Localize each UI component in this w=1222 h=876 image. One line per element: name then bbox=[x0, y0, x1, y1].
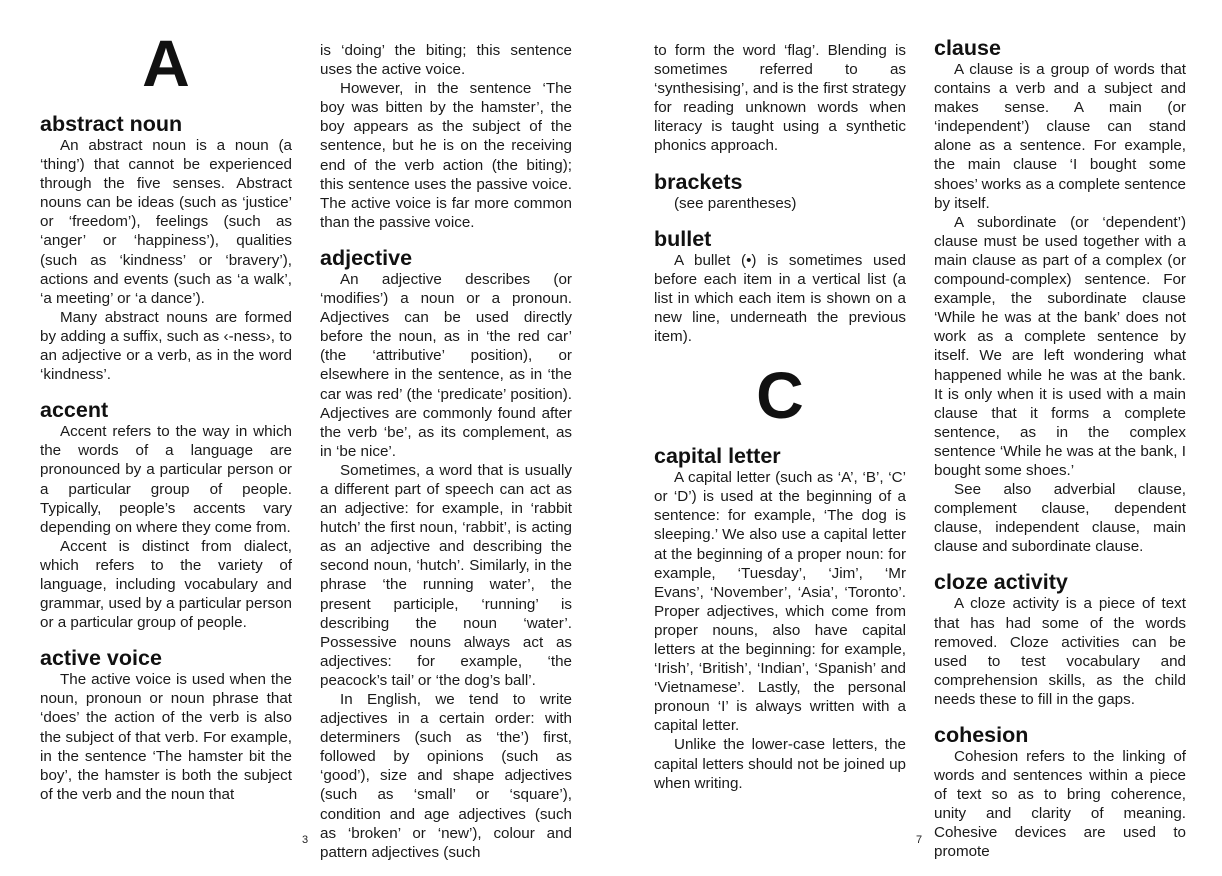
definition-paragraph: Accent is distinct from dialect, which refers to the variety of language, including vocabulary and grammar, used by a particular person or a particular group of people. bbox=[40, 537, 292, 632]
definition-paragraph: A bullet (•) is sometimes used before each item in a vertical list (a list in which each item is shown on a new line, underneath the previous item). bbox=[654, 251, 906, 346]
definition-paragraph: An adjective describes (or ‘modifies’) a noun or a pronoun. Adjectives can be used directly before the noun, as in ‘the red car’ (the ‘attributive’ position), or elsewhere in the sentence, as in ‘the car was red’ (the ‘predicate’ position). Adjectives are commonly found after the verb ‘be’, as its complement, as in ‘be nice’. bbox=[320, 270, 572, 460]
definition-paragraph: Many abstract nouns are formed by adding a suffix, such as ‹-ness›, to an adjective or a verb, as in the word ‘kindness’. bbox=[40, 308, 292, 384]
term-heading: active voice bbox=[40, 646, 162, 671]
page-number-left: 3 bbox=[302, 834, 309, 846]
column-3 bbox=[654, 41, 906, 807]
column-1 bbox=[40, 28, 292, 818]
definition-paragraph: A clause is a group of words that contains a verb and a subject and makes sense. A main (or ‘independent’) clause can stand alone as a sentence. For example, the main clause ‘I bought some shoes’ works as a complete sentence by itself. bbox=[934, 61, 1186, 212]
term-heading: clause bbox=[934, 36, 1001, 60]
definition-paragraph: An abstract noun is a noun (a ‘thing’) that cannot be experienced through the five senses. Abstract nouns can be ideas (such as ‘justice’ or ‘freedom’), feelings (such as ‘anger’ or ‘happiness’), qualities (such as ‘kindness’ or ‘bravery’), actions and events (such as ‘a walk’, ‘a meeting’ or ‘a dance’). bbox=[40, 137, 292, 307]
definition-paragraph: See also adverbial clause, complement clause, dependent clause, independent clause, main clause and subordinate clause. bbox=[934, 481, 1186, 556]
entry-adjective bbox=[320, 246, 572, 862]
entry-clause bbox=[934, 36, 1186, 556]
entry-continuation bbox=[320, 41, 572, 232]
term-heading: accent bbox=[40, 398, 109, 423]
entry-continuation bbox=[654, 41, 906, 156]
definition-paragraph: Cohesion refers to the linking of words and sentences within a piece of text so as to bring coherence, unity and clarity of meaning. Cohesive devices are used to promote bbox=[934, 748, 1186, 861]
entry-abstract-noun bbox=[40, 112, 292, 384]
definition-paragraph: A cloze activity is a piece of text that has had some of the words removed. Cloze activities can be used to test vocabulary and comprehension skills, as the child needs these to fill in the gaps. bbox=[934, 595, 1186, 708]
definition-paragraph: A capital letter (such as ‘A’, ‘B’, ‘C’ or ‘D’) is used at the beginning of a sentence: for example, ‘The dog is sleeping.’ We also use a capital letter at the beginning of a proper noun: for example, ‘Tuesday’, ‘Jim’, ‘Mr Evans’, ‘November’, ‘Asia’, ‘Toronto’. Proper adjectives, which come from proper nouns, also have capital letters at the beginning: for example, ‘Irish’, ‘British’, ‘Indian’, ‘Spanish’ and ‘Vietnamese’. Lastly, the personal pronoun ‘I’ is always written with a capital letter. bbox=[654, 469, 906, 735]
section-letter-a: A bbox=[142, 26, 190, 100]
term-heading: capital letter bbox=[654, 444, 781, 469]
term-heading: cloze activity bbox=[934, 570, 1068, 595]
entry-bullet bbox=[654, 227, 906, 346]
definition-paragraph: The active voice is used when the noun, pronoun or noun phrase that ‘does’ the action of the verb is also the subject of that verb. For example, in the sentence ‘The hamster bit the boy’, the hamster is both the subject of the verb and the noun that bbox=[40, 671, 292, 803]
definition-paragraph: (see parentheses) bbox=[674, 194, 797, 212]
term-heading: abstract noun bbox=[40, 112, 183, 136]
page-number-right: 7 bbox=[916, 834, 923, 846]
term-heading: bullet bbox=[654, 226, 712, 251]
definition-paragraph: In English, we tend to write adjectives in a certain order: with determiners (such as ‘the’) first, followed by opinions (such as ‘good’), size and shape adjectives (such as ‘small’ or ‘square’), condition and age adjectives (such as ‘broken’ or ‘new’), colour and pattern adjectives (such bbox=[320, 691, 572, 861]
column-4 bbox=[934, 36, 1186, 876]
term-heading: adjective bbox=[320, 245, 413, 270]
term-heading: cohesion bbox=[934, 723, 1029, 747]
definition-paragraph: A subordinate (or ‘dependent’) clause must be used together with a main clause as part of a complex (or compound-complex) sentence. For example, the subordinate clause ‘While he was at the bank’ does not work as a complete sentence by itself. We are left wondering what happened while he was at the bank. It is only when it is used with a main clause that it forms a complete sentence, as in the complex sentence ‘While he was at the bank, I bought some shoes.’ bbox=[934, 213, 1186, 479]
column-2 bbox=[320, 41, 572, 876]
section-letter-c: C bbox=[756, 358, 804, 433]
definition-paragraph: However, in the sentence ‘The boy was bitten by the hamster’, the boy appears as the subject of the sentence, but he is on the receiving end of the verb action (the biting); this sentence uses the passive voice. The active voice is far more common than the passive voice. bbox=[320, 80, 572, 231]
entry-brackets bbox=[654, 170, 906, 213]
definition-paragraph: is ‘doing’ the biting; this sentence uses the active voice. bbox=[320, 42, 572, 79]
entry-cohesion bbox=[934, 723, 1186, 862]
term-heading: brackets bbox=[654, 169, 743, 194]
entry-accent bbox=[40, 398, 292, 632]
definition-paragraph: Accent refers to the way in which the words of a language are pronounced by a particular person or a particular group of people. Typically, people’s accents vary depending on where they come from. bbox=[40, 423, 292, 536]
entry-capital-letter bbox=[654, 444, 906, 793]
entry-active-voice bbox=[40, 646, 292, 804]
definition-paragraph: Unlike the lower-case letters, the capital letters should not be joined up when writing. bbox=[654, 736, 906, 792]
definition-paragraph: to form the word ‘flag’. Blending is sometimes referred to as ‘synthesising’, and is the first strategy for reading unknown words when literacy is taught using a synthetic phonics approach. bbox=[654, 42, 906, 155]
entry-cloze-activity bbox=[934, 570, 1186, 709]
definition-paragraph: Sometimes, a word that is usually a different part of speech can act as an adjective: for example, in ‘rabbit hutch’ the first noun, ‘rabbit’, is acting as an adjective and describing the second noun, ‘hutch’. Similarly, in the phrase ‘the running water’, the present participle, ‘running’ is describing the noun ‘water’. Possessive nouns always act as adjectives: for example, ‘the peacock’s tail’ or ‘the dog’s ball’. bbox=[320, 461, 572, 689]
